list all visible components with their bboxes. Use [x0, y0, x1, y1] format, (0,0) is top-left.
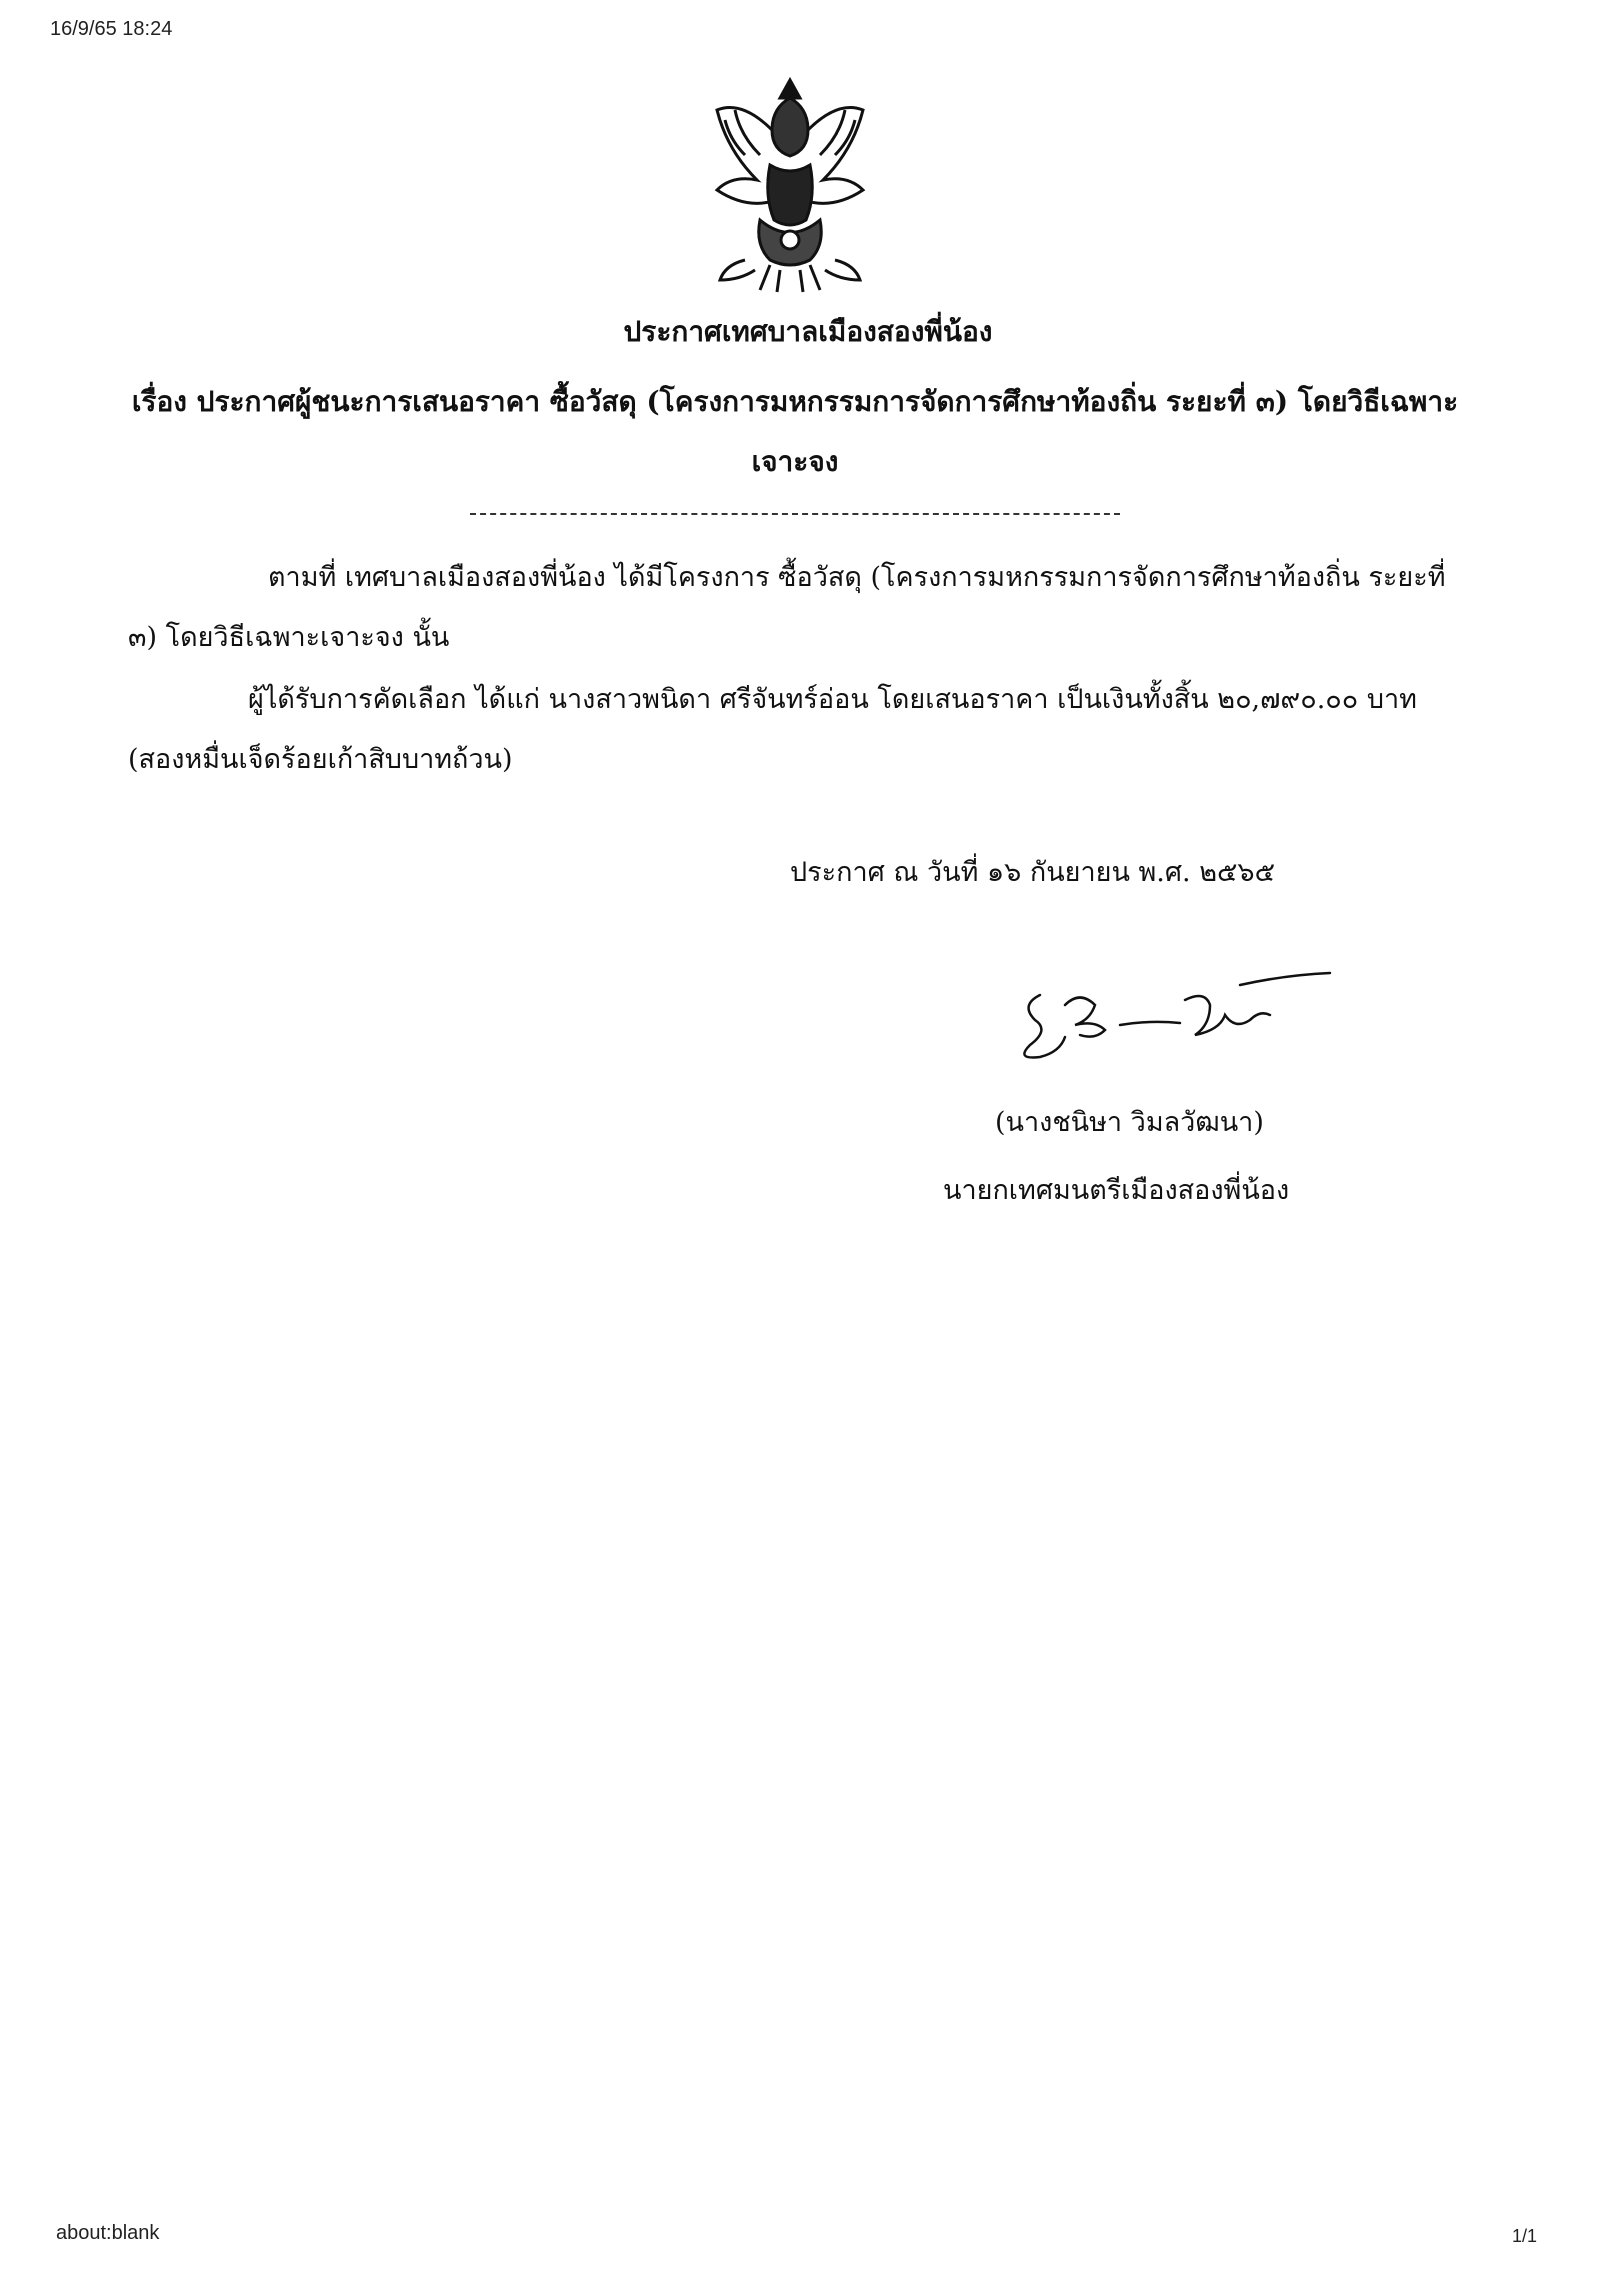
divider-line — [470, 513, 1120, 515]
paragraph-winner: ผู้ได้รับการคัดเลือก ได้แก่ นางสาวพนิดา ศรีจันทร์อ่อน โดยเสนอราคา เป็นเงินทั้งสิ้น ๒๐,๗๙๐.๐๐ บาท (สองหมื่นเจ็ดร้อยเก้าสิบบาทถ้วน) — [128, 684, 1417, 775]
print-url: about:blank — [56, 2222, 160, 2244]
announcement-date: ประกาศ ณ วันที่ ๑๖ กันยายน พ.ศ. ๒๕๖๕ — [790, 857, 1275, 888]
document-title: ประกาศเทศบาลเมืองสองพี่น้อง — [623, 315, 993, 348]
signer-name: (นางชนิษา วิมลวัฒนา) — [995, 1107, 1264, 1138]
print-datetime: 16/9/65 18:24 — [50, 18, 173, 40]
subject-line-2: เจาะจง — [751, 445, 839, 478]
subject-line-1: เรื่อง ประกาศผู้ชนะการเสนอราคา ซื้อวัสดุ (โครงการมหกรรมการจัดการศึกษาท้องถิ่น ระยะที่ ๓) โดยวิธีเฉพาะ — [131, 385, 1459, 418]
paragraph-project: ตามที่ เทศบาลเมืองสองพี่น้อง ได้มีโครงการ ซื้อวัสดุ (โครงการมหกรรมการจัดการศึกษาท้องถิ่น ระยะที่ ๓) โดยวิธีเฉพาะเจาะจง นั้น — [128, 562, 1446, 653]
page-indicator: 1/1 — [1512, 2226, 1538, 2246]
document-subject — [130, 372, 1460, 492]
signer-title: นายกเทศมนตรีเมืองสองพี่น้อง — [943, 1175, 1290, 1206]
garuda-emblem-icon — [700, 70, 880, 300]
handwritten-signature — [1010, 965, 1340, 1075]
